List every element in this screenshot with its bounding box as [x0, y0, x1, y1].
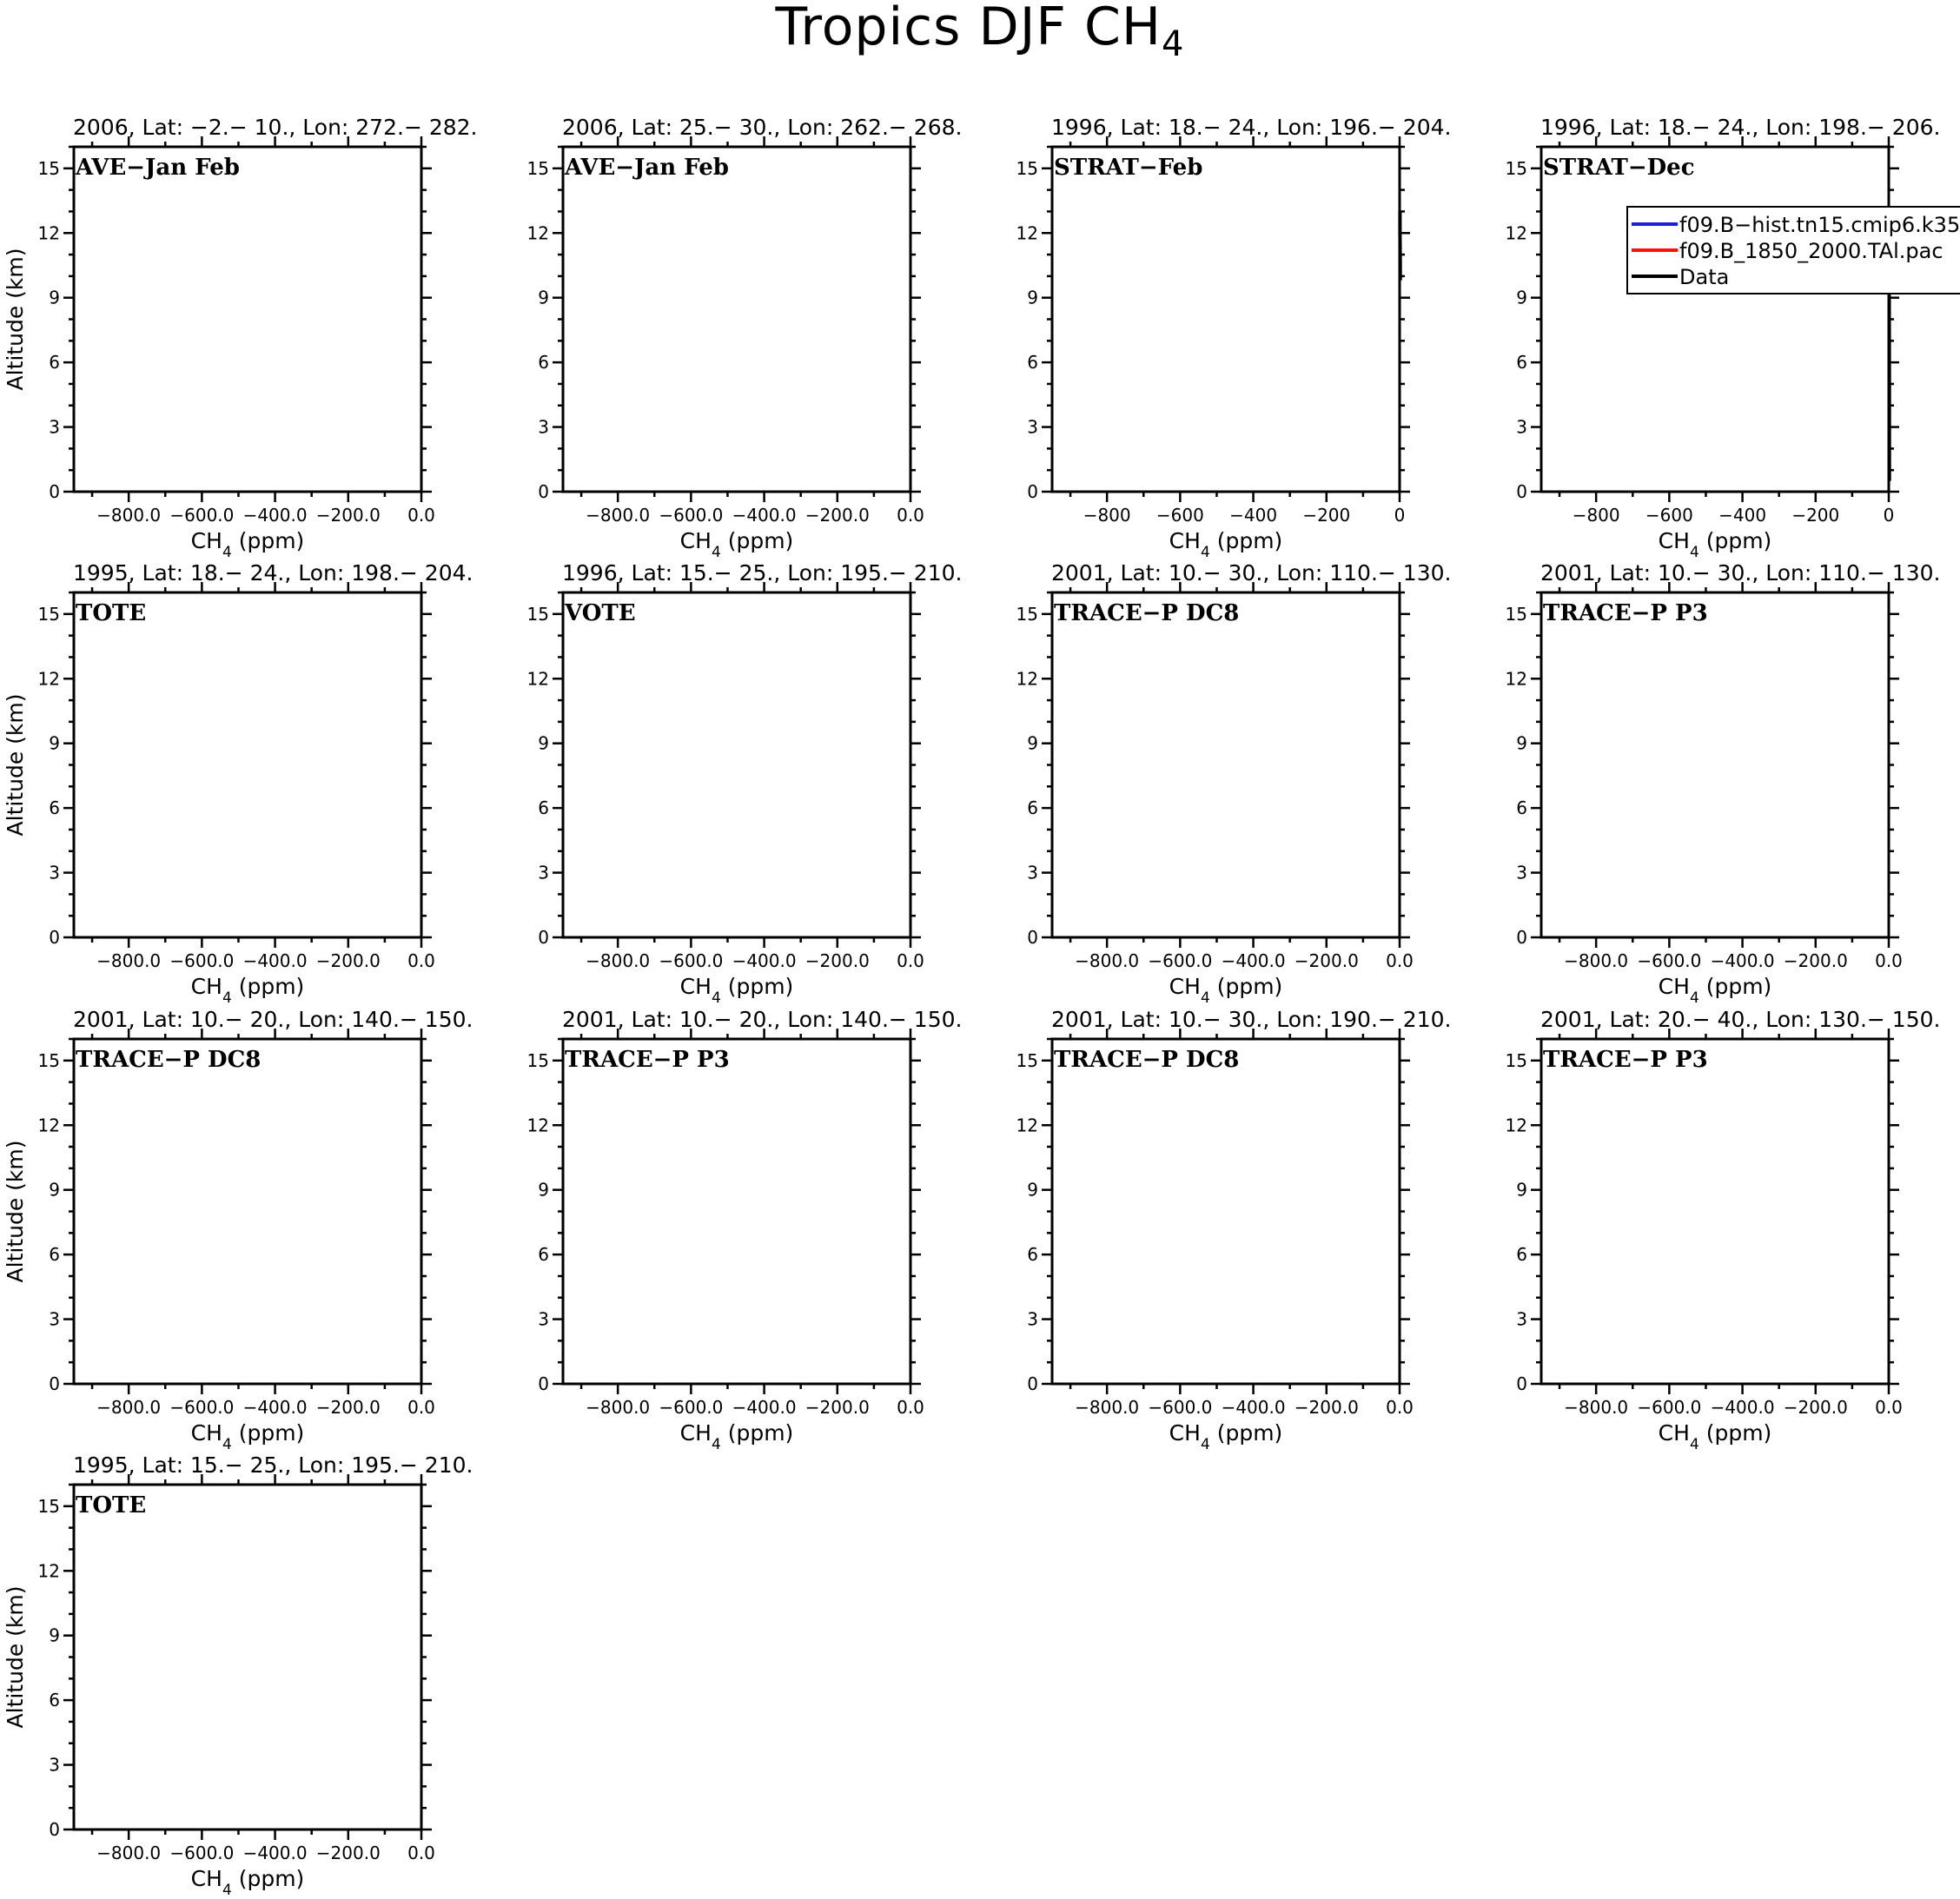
- x-tick-label: −800.0: [96, 1843, 162, 1863]
- y-tick-label: 3: [538, 862, 549, 883]
- y-axis-label: Altitude (km): [3, 693, 28, 837]
- x-tick-label: −400.0: [732, 950, 797, 971]
- y-tick-label: 12: [37, 1115, 60, 1136]
- plot-frame: [74, 1485, 421, 1830]
- y-tick-label: 6: [1516, 1244, 1527, 1266]
- plot-frame: [1052, 592, 1400, 937]
- x-tick-label: 0.0: [407, 505, 435, 526]
- y-tick-label: 9: [1027, 287, 1038, 308]
- panel-title: 1996, Lat: 18.− 24., Lon: 196.− 204.: [1051, 115, 1452, 140]
- x-tick-label: 0.0: [897, 950, 924, 971]
- panel: [1506, 1007, 1941, 1453]
- x-tick-label: 0.0: [897, 505, 924, 526]
- x-tick-label: −400.0: [732, 505, 797, 526]
- x-tick-label: −200.0: [315, 505, 381, 526]
- y-tick-label: 12: [1505, 668, 1527, 690]
- x-tick-label: −800.0: [1564, 950, 1629, 971]
- x-tick-label: −400.0: [1710, 950, 1775, 971]
- panel-title: 2001, Lat: 10.− 30., Lon: 110.− 130.: [1051, 560, 1452, 586]
- x-axis-label: $CH_4$ (ppm): [679, 1420, 794, 1453]
- panel-title: 1996, Lat: 15.− 25., Lon: 195.− 210.: [562, 560, 963, 586]
- legend-label: f09.B−hist.tn15.cmip6.k35: [1679, 213, 1960, 237]
- x-tick-label: −800.0: [96, 1397, 162, 1418]
- x-tick-label: −800.0: [96, 505, 162, 526]
- x-tick-label: −600.0: [1148, 950, 1213, 971]
- x-tick-label: −800.0: [96, 950, 162, 971]
- x-tick-label: −800: [1572, 505, 1620, 526]
- x-tick-label: 0.0: [1875, 1397, 1903, 1418]
- y-tick-label: 3: [1516, 862, 1527, 883]
- y-tick-label: 12: [1505, 1115, 1527, 1136]
- panel: [3, 560, 473, 1007]
- x-tick-label: −600.0: [1637, 950, 1702, 971]
- panel-title: 2001, Lat: 10.− 20., Lon: 140.− 150.: [562, 1007, 963, 1032]
- y-tick-label: 3: [49, 416, 60, 438]
- y-tick-label: 12: [1016, 1115, 1038, 1136]
- y-tick-label: 15: [37, 1495, 60, 1517]
- y-tick-label: 9: [1516, 1179, 1527, 1201]
- y-tick-label: 6: [1027, 352, 1038, 374]
- campaign-label: AVE−Jan Feb: [76, 155, 240, 181]
- y-tick-label: 0: [49, 1819, 60, 1840]
- x-tick-label: −200.0: [1294, 950, 1359, 971]
- x-tick-label: −800.0: [1564, 1397, 1629, 1418]
- x-tick-label: −400.0: [1221, 950, 1286, 971]
- x-tick-label: −600.0: [169, 1397, 235, 1418]
- panel-title: 2001, Lat: 10.− 30., Lon: 110.− 130.: [1540, 560, 1941, 586]
- x-tick-label: −600.0: [1148, 1397, 1213, 1418]
- x-axis-label: $CH_4$ (ppm): [1658, 528, 1772, 561]
- legend-label: f09.B_1850_2000.TAl.pac: [1679, 239, 1943, 263]
- x-tick-label: −200: [1302, 505, 1351, 526]
- plot-frame: [563, 147, 910, 492]
- panel: [1506, 560, 1941, 1007]
- x-tick-label: −200.0: [315, 1397, 381, 1418]
- panel: [527, 1007, 963, 1453]
- panel: [1506, 115, 1960, 561]
- x-axis-label: $CH_4$ (ppm): [1658, 1420, 1772, 1453]
- campaign-label: TRACE−P P3: [565, 1047, 730, 1073]
- panel-title: 2006, Lat: −2.− 10., Lon: 272.− 282.: [73, 115, 478, 140]
- x-tick-label: −800.0: [586, 505, 651, 526]
- x-tick-label: −200.0: [1783, 1397, 1848, 1418]
- campaign-label: STRAT−Dec: [1543, 155, 1695, 181]
- y-tick-label: 12: [37, 668, 60, 690]
- page-title-text: Tropics DJF CH: [775, 0, 1162, 57]
- y-tick-label: 12: [1505, 222, 1527, 244]
- campaign-label: TRACE−P P3: [1543, 600, 1708, 626]
- x-tick-label: −200.0: [315, 1843, 381, 1863]
- panel: [527, 560, 963, 1007]
- x-tick-label: −400.0: [242, 1397, 308, 1418]
- campaign-label: TOTE: [76, 1492, 147, 1519]
- y-axis-label: Altitude (km): [3, 1140, 28, 1283]
- y-tick-label: 15: [37, 1049, 60, 1071]
- y-tick-label: 0: [1516, 1373, 1527, 1394]
- panel-title: 1996, Lat: 18.− 24., Lon: 198.− 206.: [1540, 115, 1941, 140]
- y-tick-label: 15: [1505, 1049, 1527, 1071]
- x-tick-label: −600.0: [169, 1843, 235, 1863]
- x-tick-label: 0.0: [407, 1843, 435, 1863]
- x-tick-label: −200.0: [805, 1397, 870, 1418]
- y-tick-label: 0: [49, 927, 60, 948]
- y-tick-label: 9: [538, 1179, 549, 1201]
- x-tick-label: −400.0: [1710, 1397, 1775, 1418]
- y-tick-label: 0: [1516, 481, 1527, 502]
- y-tick-label: 15: [1016, 603, 1038, 625]
- y-tick-label: 0: [1027, 1373, 1038, 1394]
- x-tick-label: −600.0: [659, 505, 724, 526]
- x-tick-label: 0.0: [407, 950, 435, 971]
- y-tick-label: 3: [538, 416, 549, 438]
- y-axis-label: Altitude (km): [3, 1585, 28, 1729]
- campaign-label: TRACE−P P3: [1543, 1047, 1708, 1073]
- x-tick-label: 0: [1394, 505, 1406, 526]
- x-tick-label: −200.0: [1294, 1397, 1359, 1418]
- x-tick-label: −600: [1645, 505, 1693, 526]
- x-tick-label: −400.0: [732, 1397, 797, 1418]
- y-tick-label: 15: [1016, 1049, 1038, 1071]
- x-tick-label: 0: [1883, 505, 1895, 526]
- y-tick-label: 3: [1516, 416, 1527, 438]
- x-tick-label: −200.0: [1783, 950, 1848, 971]
- panel: [3, 1452, 473, 1899]
- campaign-label: TRACE−P DC8: [1054, 1047, 1240, 1073]
- x-tick-label: −600.0: [169, 505, 235, 526]
- x-axis-label: $CH_4$ (ppm): [1169, 1420, 1283, 1453]
- y-tick-label: 15: [526, 157, 549, 179]
- plot-frame: [563, 592, 910, 937]
- x-tick-label: −800.0: [1075, 950, 1140, 971]
- x-axis-label: $CH_4$ (ppm): [190, 1420, 305, 1453]
- y-tick-label: 12: [37, 1560, 60, 1582]
- panel: [1016, 560, 1452, 1007]
- y-tick-label: 9: [49, 287, 60, 308]
- x-tick-label: −600.0: [659, 1397, 724, 1418]
- plot-frame: [1052, 1039, 1400, 1384]
- y-tick-label: 12: [1016, 668, 1038, 690]
- x-tick-label: −600.0: [1637, 1397, 1702, 1418]
- x-tick-label: −400.0: [242, 505, 308, 526]
- y-tick-label: 15: [526, 1049, 549, 1071]
- plot-frame: [1052, 147, 1400, 492]
- x-tick-label: −200.0: [315, 950, 381, 971]
- x-tick-label: −400: [1718, 505, 1767, 526]
- y-tick-label: 3: [538, 1308, 549, 1330]
- y-tick-label: 0: [538, 1373, 549, 1394]
- x-axis-label: $CH_4$ (ppm): [190, 1866, 305, 1899]
- x-tick-label: −800.0: [586, 950, 651, 971]
- x-axis-label: $CH_4$ (ppm): [679, 528, 794, 561]
- y-tick-label: 12: [526, 1115, 549, 1136]
- y-tick-label: 6: [49, 797, 60, 819]
- x-axis-label: $CH_4$ (ppm): [1658, 974, 1772, 1007]
- y-tick-label: 3: [49, 1754, 60, 1776]
- y-tick-label: 3: [1027, 416, 1038, 438]
- y-tick-label: 3: [1516, 1308, 1527, 1330]
- x-tick-label: −200.0: [805, 950, 870, 971]
- x-tick-label: −600.0: [659, 950, 724, 971]
- y-tick-label: 6: [1027, 797, 1038, 819]
- y-tick-label: 6: [1027, 1244, 1038, 1266]
- y-tick-label: 15: [1016, 157, 1038, 179]
- x-tick-label: −400.0: [242, 950, 308, 971]
- y-tick-label: 15: [526, 603, 549, 625]
- y-tick-label: 15: [1505, 603, 1527, 625]
- x-tick-label: −600: [1155, 505, 1204, 526]
- plot-frame: [1541, 147, 1889, 492]
- y-tick-label: 3: [1027, 862, 1038, 883]
- y-tick-label: 3: [1027, 1308, 1038, 1330]
- plot-frame: [74, 147, 421, 492]
- y-tick-label: 3: [49, 1308, 60, 1330]
- y-tick-label: 6: [49, 1244, 60, 1266]
- campaign-label: TOTE: [76, 600, 147, 626]
- panel-title: 2001, Lat: 10.− 20., Lon: 140.− 150.: [73, 1007, 473, 1032]
- x-tick-label: −400.0: [242, 1843, 308, 1863]
- campaign-label: VOTE: [565, 600, 636, 626]
- y-tick-label: 0: [1027, 481, 1038, 502]
- plot-frame: [1541, 1039, 1889, 1384]
- plot-frame: [563, 1039, 910, 1384]
- x-tick-label: −800.0: [586, 1397, 651, 1418]
- y-tick-label: 9: [1027, 1179, 1038, 1201]
- x-tick-label: −200.0: [805, 505, 870, 526]
- campaign-label: TRACE−P DC8: [76, 1047, 262, 1073]
- panel: [3, 115, 478, 561]
- plot-frame: [74, 592, 421, 937]
- plot-frame: [1541, 592, 1889, 937]
- campaign-label: STRAT−Feb: [1054, 155, 1203, 181]
- panel-title: 1995, Lat: 18.− 24., Lon: 198.− 204.: [73, 560, 473, 586]
- x-tick-label: −600.0: [169, 950, 235, 971]
- campaign-label: AVE−Jan Feb: [565, 155, 729, 181]
- y-axis-label: Altitude (km): [3, 248, 28, 391]
- y-tick-label: 9: [1516, 287, 1527, 308]
- x-tick-label: −400.0: [1221, 1397, 1286, 1418]
- x-tick-label: −200: [1791, 505, 1840, 526]
- x-tick-label: 0.0: [407, 1397, 435, 1418]
- x-axis-label: $CH_4$ (ppm): [1169, 974, 1283, 1007]
- y-tick-label: 0: [538, 481, 549, 502]
- x-tick-label: 0.0: [1386, 950, 1414, 971]
- y-tick-label: 12: [37, 222, 60, 244]
- x-axis-label: $CH_4$ (ppm): [1169, 528, 1283, 561]
- y-tick-label: 9: [1516, 732, 1527, 754]
- y-tick-label: 0: [1516, 927, 1527, 948]
- x-tick-label: −800.0: [1075, 1397, 1140, 1418]
- x-tick-label: 0.0: [1875, 950, 1903, 971]
- y-tick-label: 12: [526, 222, 549, 244]
- legend: [1627, 207, 1960, 294]
- x-axis-label: $CH_4$ (ppm): [190, 528, 305, 561]
- panel-title: 1995, Lat: 15.− 25., Lon: 195.− 210.: [73, 1452, 473, 1478]
- y-tick-label: 6: [49, 352, 60, 374]
- y-tick-label: 9: [538, 287, 549, 308]
- y-tick-label: 6: [1516, 352, 1527, 374]
- y-tick-label: 6: [538, 797, 549, 819]
- x-tick-label: −400: [1229, 505, 1278, 526]
- y-tick-label: 0: [1027, 927, 1038, 948]
- legend-label: Data: [1679, 265, 1730, 289]
- y-tick-label: 6: [538, 352, 549, 374]
- panel: [1016, 1007, 1452, 1453]
- y-tick-label: 0: [49, 481, 60, 502]
- y-tick-label: 6: [49, 1690, 60, 1711]
- y-tick-label: 6: [538, 1244, 549, 1266]
- panel-title: 2001, Lat: 20.− 40., Lon: 130.− 150.: [1540, 1007, 1941, 1032]
- panel-title: 2001, Lat: 10.− 30., Lon: 190.− 210.: [1051, 1007, 1452, 1032]
- x-axis-label: $CH_4$ (ppm): [679, 974, 794, 1007]
- x-axis-label: $CH_4$ (ppm): [190, 974, 305, 1007]
- y-tick-label: 9: [538, 732, 549, 754]
- y-tick-label: 9: [49, 1179, 60, 1201]
- panel-title: 2006, Lat: 25.− 30., Lon: 262.− 268.: [562, 115, 963, 140]
- y-tick-label: 6: [1516, 797, 1527, 819]
- y-tick-label: 12: [526, 668, 549, 690]
- plot-frame: [74, 1039, 421, 1384]
- x-tick-label: 0.0: [897, 1397, 924, 1418]
- y-tick-label: 3: [49, 862, 60, 883]
- x-tick-label: −800: [1083, 505, 1131, 526]
- y-tick-label: 15: [37, 157, 60, 179]
- x-tick-label: 0.0: [1386, 1397, 1414, 1418]
- y-tick-label: 0: [538, 927, 549, 948]
- panel: [3, 1007, 473, 1453]
- campaign-label: TRACE−P DC8: [1054, 600, 1240, 626]
- panel: [527, 115, 963, 561]
- y-tick-label: 9: [1027, 732, 1038, 754]
- y-tick-label: 9: [49, 732, 60, 754]
- y-tick-label: 15: [1505, 157, 1527, 179]
- y-tick-label: 15: [37, 603, 60, 625]
- y-tick-label: 12: [1016, 222, 1038, 244]
- page-title-subscript: 4: [1162, 24, 1185, 64]
- y-tick-label: 0: [49, 1373, 60, 1394]
- y-tick-label: 9: [49, 1624, 60, 1646]
- panel: [1016, 115, 1452, 561]
